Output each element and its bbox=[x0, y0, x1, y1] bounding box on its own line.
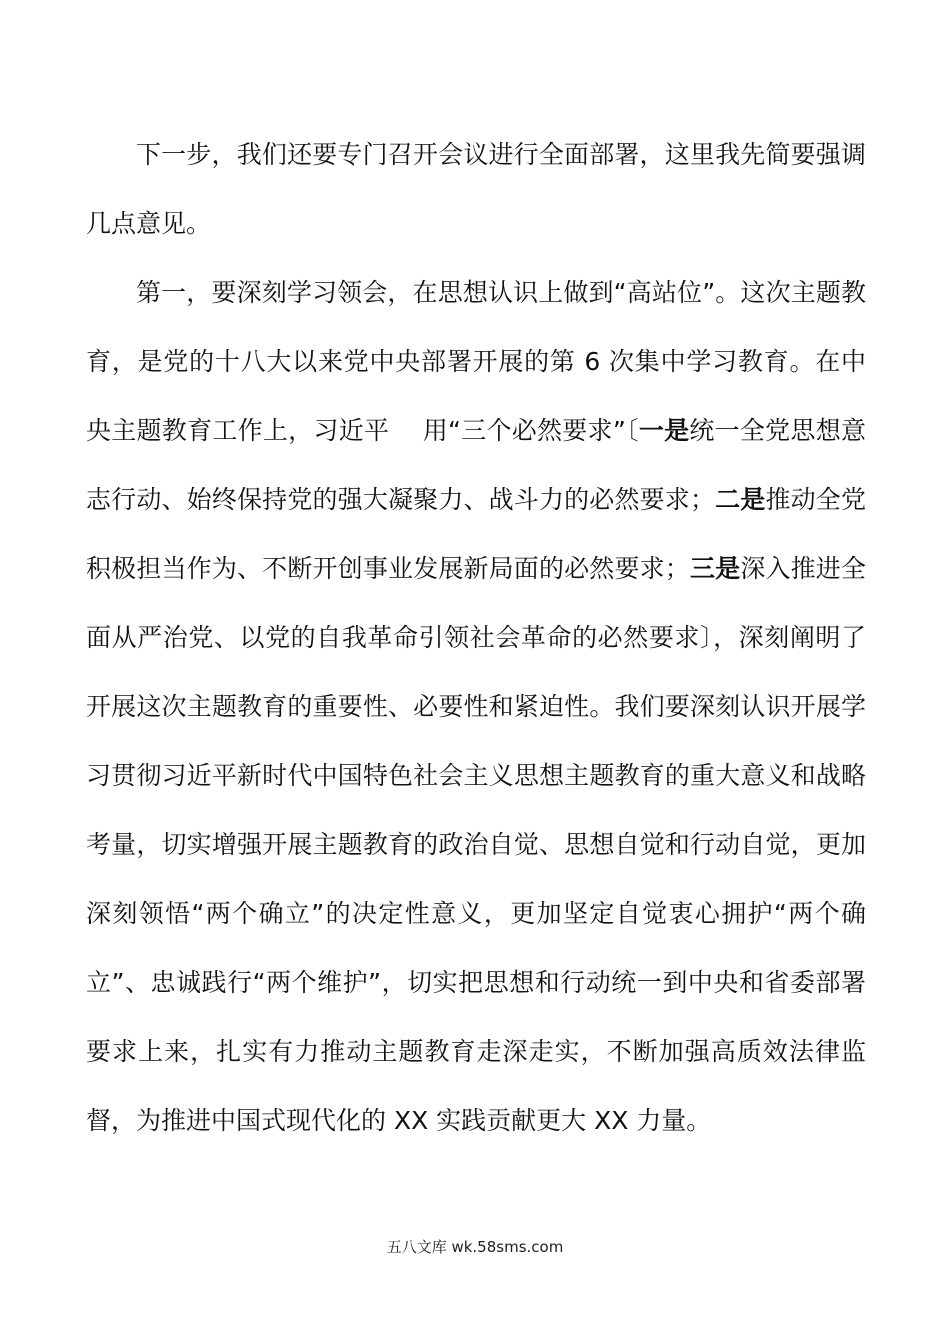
footer-watermark: 五八文库 wk.58sms.com bbox=[386, 1238, 564, 1256]
paragraph-first-point-part2: 统一全党思想意志行动、始终保持党的强大凝聚力、战斗力的必然要求； bbox=[86, 416, 866, 514]
paragraph-intro bbox=[86, 120, 866, 258]
paragraph-first-point-part3: 推动全党积极担当作为、不断开创事业发展新局面的必然要求； bbox=[86, 485, 866, 583]
bold-marker-two: 二是 bbox=[714, 485, 766, 514]
paragraph-intro-text: 下一步，我们还要专门召开会议进行全面部署，这里我先简要强调几点意见。 bbox=[86, 140, 866, 238]
paragraph-first-point-part1: 第一，要深刻学习领会，在思想认识上做到“高站位”。这次主题教育，是党的十八大以来党中央部署开展的第 6 次集中学习教育。在中央主题教育工作上，习近平 用“三个必然要求”〔 bbox=[86, 278, 866, 445]
document-body bbox=[86, 120, 866, 1155]
bold-marker-three: 三是 bbox=[689, 554, 741, 583]
paragraph-first-point-part4: 深入推进全面从严治党、以党的自我革命引领社会革命的必然要求〕，深刻阐明了开展这次主题教育的重要性、必要性和紧迫性。我们要深刻认识开展学习贯彻习近平新时代中国特色社会主义思想主题教育的重大意义和战略考量，切实增强开展主题教育的政治自觉、思想自觉和行动自觉，更加深刻领悟“两个确立”的决定性意义，更加坚定自觉衷心拥护“两个确立”、忠诚践行“两个维护”，切实把思想和行动统一到中央和省委部署要求上来，扎实有力推动主题教育走深走实，不断加强高质效法律监督，为推进中国式现代化的 XX 实践贡献更大 XX 力量。 bbox=[86, 554, 866, 1135]
paragraph-first-point bbox=[86, 258, 866, 1155]
bold-marker-one: 一是 bbox=[638, 416, 690, 445]
